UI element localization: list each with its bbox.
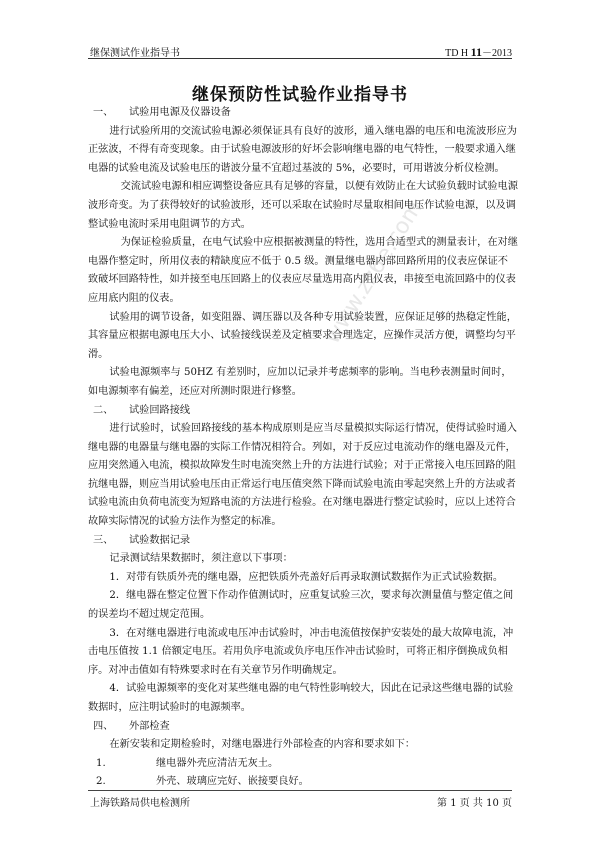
section-4-item-1: 1. 继电器外壳应清洁无灰土。	[96, 757, 279, 769]
page-footer	[88, 790, 512, 809]
section-1-paragraph-1: 进行试验所用的交流试验电源必须保证具有良好的波形，通入继电器的电压和电流波形应为正弦波，不得有奇变现象。由于试验电源波形的好坏会影响继电器的电气特性，一般要求通入继电器的试验电流及试验电压的谐波分量不宜超过基波的 5%，必要时，可用谐波分析仪检测。	[88, 125, 517, 174]
page-title: 继保预防性试验作业指导书	[192, 85, 408, 105]
section-3-item-3: 3．在对继电器进行电流或电压冲击试验时，冲击电流值按保护安装处的最大故障电流，冲击电压值按 1.1 倍额定电压。若用负序电流或负序电压作冲击试验时，可将正相序倒换成负相序。对冲击值如有特殊要求时在有关章节另作明确规定。	[88, 627, 514, 676]
header-doc-code: TD H 11－2013	[445, 45, 512, 59]
section-1-heading: 一、 试验用电源及仪器设备	[93, 107, 231, 118]
section-1-paragraph-5: 试验电源频率与 50HZ 有差别时，应加以记录并考虑频率的影响。当电秒表测量时间时，如电源频率有偏差，还应对所测时限进行修整。	[88, 367, 512, 397]
section-3-intro: 记录测试结果数据时，须注意以下事项：	[109, 553, 293, 565]
header-doc-name: 继保测试作业指导书	[90, 48, 180, 59]
section-4-intro: 在新安装和定期检验时，对继电器进行外部检查的内容和要求如下：	[109, 739, 416, 751]
section-3-item-4: 4．试验电源频率的变化对某些继电器的电气特性影响较大，因此在记录这些继电器的试验数据时，应注明试验时的电源频率。	[88, 683, 514, 713]
section-1-paragraph-2: 交流试验电源和相应调整设备应具有足够的容量，以便有效防止在大试验负载时试验电源波形奇变。为了获得较好的试验波形，还可以采取在试验时尽量取相间电压作试验电源，以及调整试验电流时采用电阻调节的方式。	[88, 181, 518, 230]
watermark: www.zz6e.com	[319, 196, 428, 349]
section-1-paragraph-3: 为保证检验质量，在电气试验中应根据被测量的特性，选用合适型式的测量表计，在对继电器作整定时，所用仪表的精缺度应不低于 0.5 级。测量继电器内部回路所用的仪表应保证不致破坏回路特性，如并接至电压回路上的仪表应尽量选用高内阻仪表，串接至电流回路中的仪表应用底内阻的仪表。	[88, 237, 518, 304]
footer-organization: 上海铁路局供电检测所	[90, 798, 190, 809]
document-body	[88, 104, 518, 792]
section-3-item-2: 2．继电器在整定位置下作动作值测试时，应重复试验三次，要求每次测量值与整定值之间的误差均不超过规定范围。	[88, 590, 514, 621]
footer-page-number: 第 1 页 共 10 页	[437, 798, 512, 809]
section-3-item-1: 1．对带有铁质外壳的继电器，应把铁质外壳盖好后再录取测试数据作为正式试验数据。	[109, 571, 504, 583]
section-2-paragraph-1: 进行试验时，试验回路接线的基本构成原则是应当尽量模拟实际运行情况，使得试验时通入继电器的电器量与继电器的实际工作情况相符合。列如，对于反应过电流动作的继电器及元件，应用突然通入电流，模拟故障发生时电流突然上升的方法进行试验；对于正常接入电压回路的阻抗继电器，则应当用试验电压由正常运行电压值突然下降而试验电流由零起突然上升的方法或者试验电流由负荷电流变为短路电流的方法进行检验。在对继电器进行整定试验时，应以上述符合故障实际情况的试验方法作为整定的标准。	[88, 423, 517, 528]
section-2-heading: 二、 试验回路接线	[93, 404, 191, 416]
section-1-paragraph-4: 试验用的调节设备，如变阻器、调压器以及各种专用试验装置，应保证足够的热稳定性能，其容量应根据电源电压大小、试验接线误差及定植要求合理选定，应操作灵活方便，调整均匀平滑。	[88, 311, 517, 360]
section-4-heading: 四、 外部检查	[93, 720, 170, 732]
page-header	[88, 42, 512, 59]
section-3-heading: 三、 试验数据记录	[93, 534, 191, 546]
section-4-item-2: 2. 外壳、玻璃应完好、嵌接要良好。	[96, 776, 309, 788]
